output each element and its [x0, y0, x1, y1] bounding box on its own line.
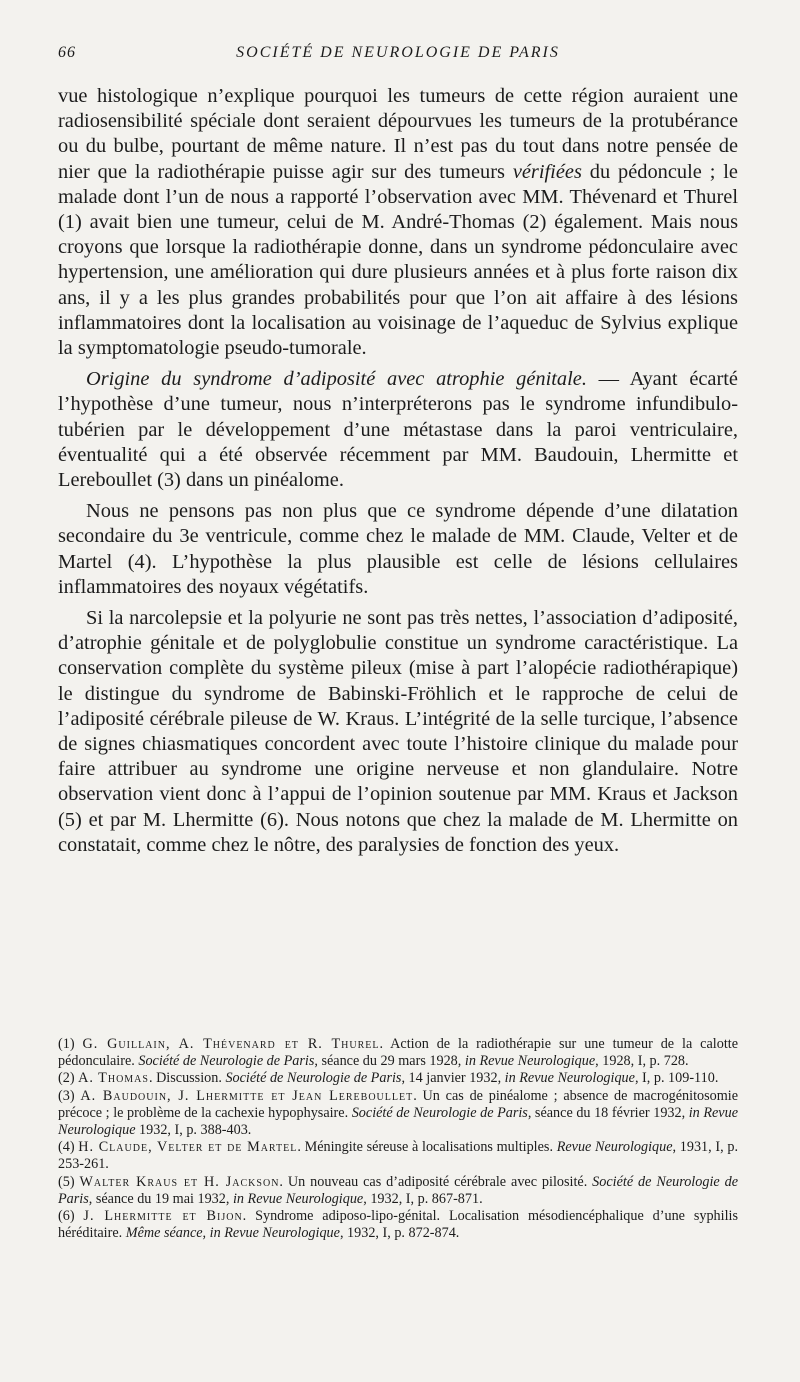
footnote-text: . Un nouveau cas d’adiposité cérébrale avec pilosité.: [279, 1173, 593, 1190]
footnote-text: , 14 janvier 1932,: [401, 1070, 505, 1087]
footnote-text: . Discussion.: [148, 1070, 226, 1087]
footnote-number: (3): [58, 1087, 81, 1104]
footnote-number: (6): [58, 1208, 84, 1225]
footnote-authors: G. Guillain, A. Thévenard et R. Thurel: [82, 1036, 380, 1052]
footnote-text: . Syndrome adiposo-lipo-génital. Localisation mésodiencéphalique d’une syphilis héréditaire.: [58, 1208, 738, 1242]
footnote-source: Société de Neurologie de Paris: [138, 1053, 315, 1070]
footnote-journal: in Revue Neurologique: [58, 1104, 738, 1139]
footnote-text: . Action de la radiothérapie sur une tumeur de la calotte pédonculaire.: [58, 1036, 738, 1070]
footnote-1: [58, 1036, 738, 1070]
footnote-authors: A. Baudouin, J. Lhermitte et Jean Lereboullet: [80, 1087, 414, 1104]
footnotes: [58, 1036, 738, 1242]
section-title: Origine du syndrome d’adiposité avec atrophie génitale.: [86, 368, 587, 391]
footnote-journal: in Revue Neurologique: [464, 1053, 596, 1070]
footnote-2: [58, 1070, 738, 1087]
paragraph-1-part-c: du pédoncule ; le malade dont l’un de nous a rapporté l’observation avec MM. Thévenard et Thurel (1) avait bien une tumeur, celui de M. André-Thomas (2) également. Mais nous croyons que lorsque la radiothérapie donne, dans un syndrome pédonculaire avec hypertension, une amélioration qui dure plusieurs années et à plus forte raison dix ans, il y a les plus grandes probabilités pour que l’on ait affaire à des lésions inflammatoires dont la localisation au voisinage de l’aqueduc de Sylvius explique la symptomatologie pseudo-tumorale.: [58, 160, 738, 360]
footnote-authors: A. Thomas: [78, 1070, 149, 1087]
footnote-journal: Revue Neurologique: [556, 1139, 673, 1156]
footnote-text: , 1932, I, p. 872-874.: [339, 1225, 460, 1242]
footnote-text: 1932, I, p. 388-403.: [135, 1122, 252, 1139]
footnote-text: , 1931, I, p. 253-261.: [58, 1139, 738, 1173]
footnote-4: [58, 1139, 738, 1173]
paragraph-1-emphasis: vérifiées: [512, 160, 582, 183]
paragraph-2-text: — Ayant écarté l’hypothèse d’une tumeur, nous n’interpréterons pas le syndrome infundibulo-tubérien par le développement d’une métastase dans la paroi ventriculaire, éventualité qui a été observée récemment par MM. Baudouin, Lhermitte et Lereboullet (3) dans un pinéalome.: [58, 368, 738, 492]
paragraph-1: [58, 84, 738, 361]
footnote-5: [58, 1174, 738, 1208]
page-number: 66: [58, 44, 76, 61]
footnote-source: Société de Neurologie de Paris: [351, 1104, 528, 1121]
footnote-text: , I, p. 109-110.: [634, 1070, 719, 1087]
paragraph-1-part-a: vue histologique n’explique pourquoi les tumeurs de cette région auraient une radiosensibilité spéciale dont seraient dépourvues les tumeurs de la protubérance ou du bulbe, pourtant de même nature. Il n’est pas du tout dans notre pensée de nier que la radiothérapie puisse agir sur des tumeurs: [58, 85, 738, 183]
footnote-journal: in Revue Neurologique: [504, 1070, 635, 1087]
paragraph-4: Si la narcolepsie et la polyurie ne sont pas très nettes, l’association d’adiposité, d’atrophie génitale et de polyglobulie constitue un syndrome caractéristique. La conservation complète du système pileux (mise à part l’alopécie radiothérapique) le distingue du syndrome de Babinski-Fröhlich et le rapproche de celui de l’adiposité cérébrale pileuse de W. Kraus. L’intégrité de la selle turcique, l’absence de signes chiasmatiques concordent avec toute l’histoire clinique du malade pour faire attribuer au syndrome une origine nerveuse et non glandulaire. Notre observation vient donc à l’appui de l’opinion soutenue par MM. Kraus et Jackson (5) et par M. Lhermitte (6). Nous notons que chez la malade de M. Lhermitte on constatait, comme chez le nôtre, des paralysies de fonction des yeux.: [58, 607, 738, 856]
footnote-text: , séance du 18 février 1932,: [527, 1104, 689, 1121]
footnote-number: (5): [58, 1173, 80, 1190]
footnote-number: (4): [58, 1139, 79, 1156]
footnote-text: , séance du 19 mai 1932,: [88, 1190, 233, 1207]
footnote-number: (2): [58, 1070, 79, 1087]
paragraph-2: [58, 367, 738, 493]
footnote-source: Société de Neurologie de Paris: [58, 1173, 738, 1207]
paragraph-3: Nous ne pensons pas non plus que ce syndrome dépende d’une dilatation secondaire du 3e ventricule, comme chez le malade de MM. Claude, Velter et de Martel (4). L’hypothèse la plus plausible est celle de lésions cellulaires inflammatoires des noyaux végétatifs.: [58, 500, 738, 598]
footnote-text: . Méningite séreuse à localisations multiples.: [297, 1139, 557, 1156]
footnote-number: (1): [58, 1036, 83, 1052]
footnote-journal: Même séance, in Revue Neurologique: [125, 1225, 340, 1242]
footnote-source: Société de Neurologie de Paris: [225, 1070, 402, 1087]
main-text: [58, 84, 738, 858]
footnote-text: , séance du 29 mars 1928,: [314, 1053, 465, 1070]
footnote-6: [58, 1208, 738, 1242]
running-title: SOCIÉTÉ DE NEUROLOGIE DE PARIS: [236, 44, 560, 61]
footnote-text: , 1928, I, p. 728.: [595, 1053, 689, 1070]
footnote-authors: H. Claude, Velter et de Martel: [78, 1139, 298, 1156]
footnote-3: [58, 1088, 738, 1140]
footnote-authors: Walter Kraus et H. Jackson: [79, 1173, 280, 1190]
footnote-authors: J. Lhermitte et Bijon: [83, 1208, 243, 1225]
footnote-journal: in Revue Neurologique: [232, 1190, 364, 1207]
footnote-text: , 1932, I, p. 867-871.: [363, 1190, 483, 1207]
running-header: [58, 44, 738, 68]
footnote-text: . Un cas de pinéalome ; absence de macrogénitosomie précoce ; le problème de la cachexie hypophysaire.: [58, 1087, 739, 1121]
